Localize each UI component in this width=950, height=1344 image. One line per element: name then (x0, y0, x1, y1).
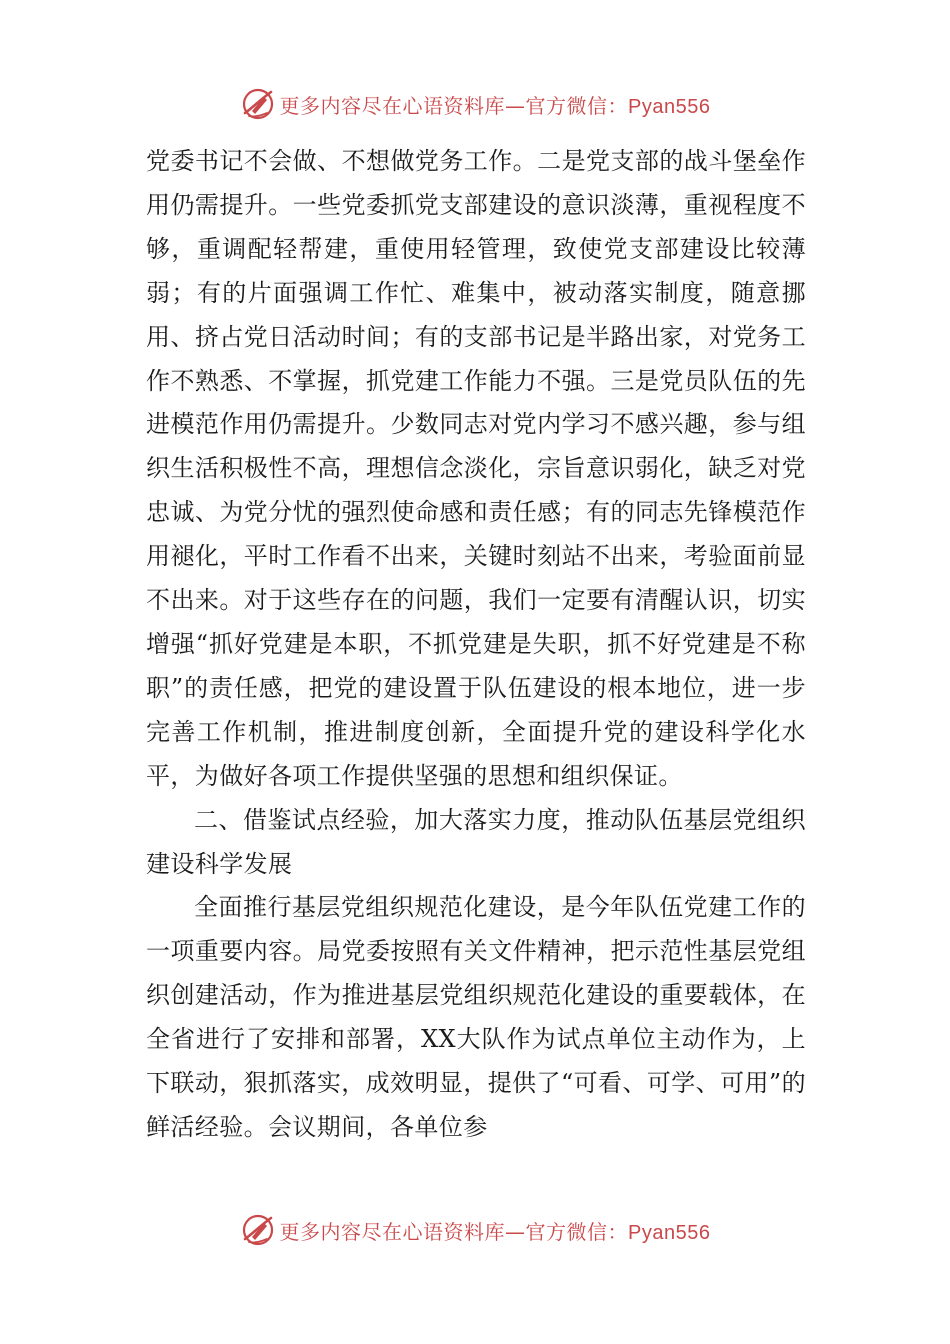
wechat-handle: Pyan556 (628, 95, 711, 118)
body-paragraph: 党委书记不会做、不想做党务工作。二是党支部的战斗堡垒作用仍需提升。一些党委抓党支部建设的意识淡薄，重视程度不够，重调配轻帮建，重使用轻管理，致使党支部建设比较薄弱；有的片面强调工作忙、难集中，被动落实制度，随意挪用、挤占党日活动时间；有的支部书记是半路出家，对党务工作不熟悉、不掌握，抓党建工作能力不强。三是党员队伍的先进模范作用仍需提升。少数同志对党内学习不感兴趣，参与组织生活积极性不高，理想信念淡化，宗旨意识弱化，缺乏对党忠诚、为党分忧的强烈使命感和责任感；有的同志先锋模范作用褪化，平时工作看不出来，关键时刻站不出来，考验面前显不出来。对于这些存在的问题，我们一定要有清醒认识，切实增强“抓好党建是本职，不抓党建是失职，抓不好党建是不称职”的责任感，把党的建设置于队伍建设的根本地位，进一步完善工作机制，推进制度创新，全面提升党的建设科学化水平，为做好各项工作提供坚强的思想和组织保证。 (146, 147, 806, 790)
pen-in-circle-icon (240, 1212, 276, 1248)
banner-text: 更多内容尽在心语资料库—官方微信：Pyan556 (279, 1219, 711, 1244)
body-paragraph: 全面推行基层党组织规范化建设，是今年队伍党建工作的一项重要内容。局党委按照有关文件精神，把示范性基层党组织创建活动，作为推进基层党组织规范化建设的重要载体，在全省进行了安排和部署，XX大队作为试点单位主动作为，上下联动，狠抓落实，成效明显，提供了“可看、可学、可用”的鲜活经验。会议期间，各单位参 (146, 893, 806, 1141)
wechat-handle: Pyan556 (628, 1221, 711, 1244)
section-heading: 二、借鉴试点经验，加大落实力度，推动队伍基层党组织建设科学发展 (146, 805, 806, 878)
header-banner (0, 84, 950, 124)
document-body (146, 140, 806, 1150)
footer-banner (0, 1210, 950, 1250)
banner-text: 更多内容尽在心语资料库—官方微信：Pyan556 (279, 93, 711, 118)
pen-in-circle-icon (240, 86, 276, 122)
